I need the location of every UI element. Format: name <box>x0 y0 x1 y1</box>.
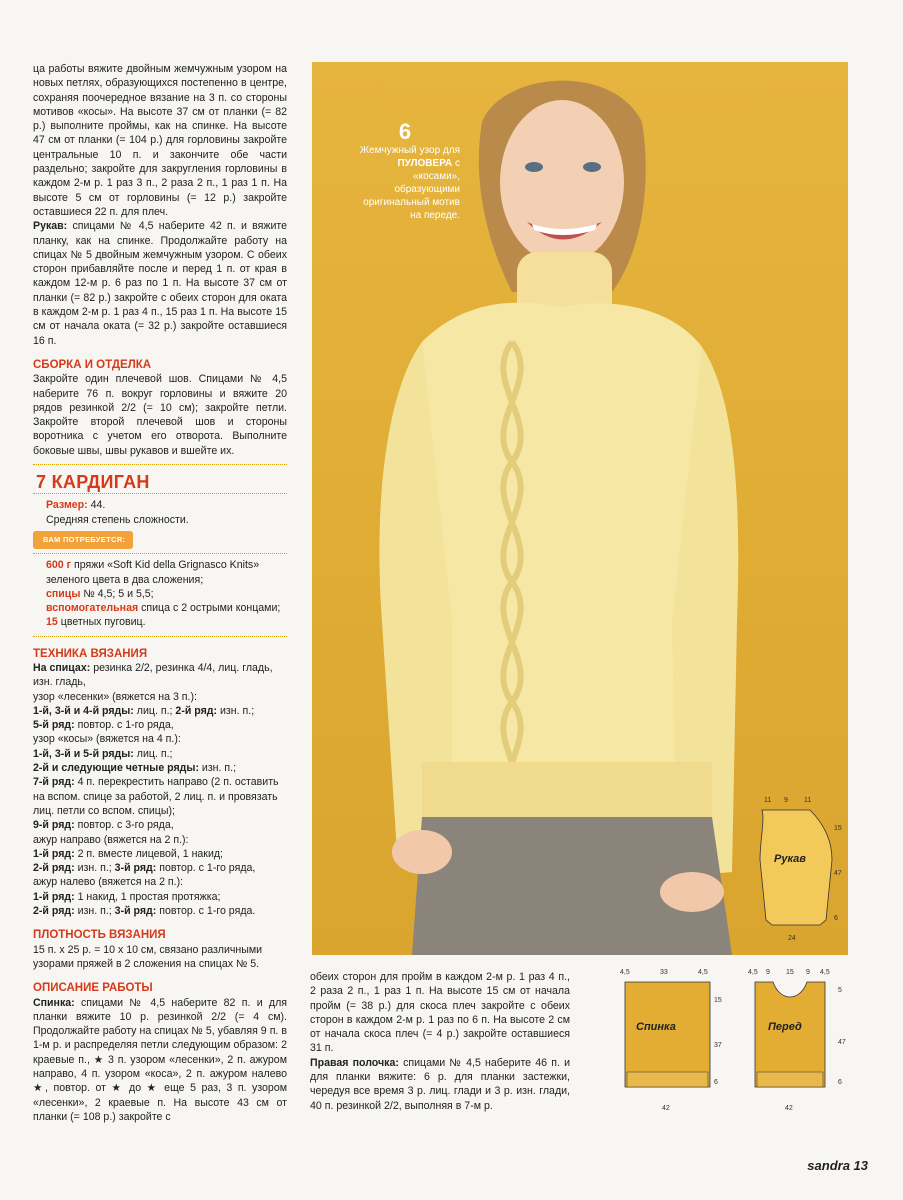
needles-line <box>33 587 287 601</box>
technique-line-text: повтор. с 3-го ряда, <box>74 819 174 832</box>
front-top-5: 4,5 <box>820 969 830 976</box>
technique-line-bold: 1-й, 3-й и 4-й ряды: <box>33 704 134 717</box>
back-side-3: 6 <box>714 1079 718 1086</box>
back-text: спицами № 4,5 наберите 82 п. и для планки вяжите 10 р. резинкой 2/2 (= 4 см). Продолжайте работу на спицах № 5, убавляя 9 п. в 1-м р. и распределяя петли следующим образом: 2 краевые п., ★ 3 п. узором «лесенки», 2 п. ажуром направо, 4 п. узором «коса», 2 п. ажуром налево ★, повтор. от ★ до ★ еще 5 раз, 3 п. узором «лесенки», 2 краевые п. На высоте 43 см от планки (= 108 р.) закройте с <box>33 996 287 1123</box>
technique-line-bold: 5-й ряд: <box>33 719 75 732</box>
front-top-3: 15 <box>786 969 794 976</box>
needles-label: спицы <box>46 587 81 600</box>
technique-line-bold: 1-й, 3-й и 5-й ряды: <box>33 747 134 760</box>
yarn-line <box>33 558 287 587</box>
back-label: Спинка: <box>33 996 75 1009</box>
technique-line-text: изн. п.; <box>198 762 237 775</box>
photo-caption <box>350 119 460 222</box>
front-side-2: 47 <box>838 1039 846 1046</box>
size-value: 44. <box>90 499 106 512</box>
need-badge: ВАМ ПОТРЕБУЕТСЯ: <box>33 531 133 549</box>
technique-line <box>33 704 287 718</box>
technique-line-bold: 2-й и следующие четные ряды: <box>33 762 199 775</box>
aux-line <box>33 601 287 615</box>
buttons-text: цветных пуговиц. <box>60 616 146 629</box>
intro-text: ца работы вяжите двойным жемчужным узором на новых петлях, образующихся постепенно в центре, сохраняя поочередное вязание на 3 п. со стороны мотивов «косы». На высоте 37 см от планки (= 82 р.) выполните проймы, как на спинке. На высоте 47 см от планки (= 104 р.) для горловины закройте центральные 10 п. и закончите обе части раздельно; закройте для закругления горловины в каждом 2-м р. 1 раз 3 п., 2 раза 2 п., 1 раз 1 п. На высоте 5 см от горловины (= 12 р.) закройте оставшиеся 22 п. для плеч. <box>33 63 287 218</box>
technique-list <box>33 661 287 918</box>
left-column <box>33 62 287 1124</box>
sleeve-paragraph <box>33 219 287 348</box>
back-side-2: 37 <box>714 1042 722 1049</box>
difficulty: Средняя степень сложности. <box>46 513 189 526</box>
back-top-1: 4,5 <box>620 969 630 976</box>
size-label: Размер: <box>46 499 88 512</box>
front-top-4: 9 <box>806 969 810 976</box>
technique-line <box>33 833 287 847</box>
technique-line-bold: 1-й ряд: <box>33 890 75 903</box>
back-side-1: 15 <box>714 997 722 1004</box>
technique-line-bold: 9-й ряд: <box>33 819 75 832</box>
technique-line-bold: 1-й ряд: <box>33 847 75 860</box>
technique-line <box>33 904 287 918</box>
technique-line-text: узор «лесенки» (вяжется на 3 п.): <box>33 690 197 703</box>
technique-line-text: изн. п.; <box>74 862 115 875</box>
divider <box>33 464 287 465</box>
technique-line-bold-2: 2-й ряд: <box>175 704 218 717</box>
front-side-1: 5 <box>838 987 842 994</box>
divider <box>33 553 287 554</box>
technique-line-text: ажур направо (вяжется на 2 п.): <box>33 833 189 846</box>
technique-line-bold-2: 3-й ряд: <box>114 862 157 875</box>
caption-text-before: Жемчужный узор для <box>359 145 460 156</box>
sleeve-side-2: 47 <box>834 870 842 877</box>
technique-line <box>33 718 287 732</box>
technique-line-text-2: повтор. с 1-го ряда. <box>156 905 256 918</box>
technique-line-text: лиц. п.; <box>133 747 173 760</box>
assembly-heading: СБОРКА И ОТДЕЛКА <box>33 358 152 371</box>
caption-number: 6 <box>398 119 412 144</box>
front-paragraph <box>310 1056 570 1113</box>
needles-text: № 4,5; 5 и 5,5; <box>83 587 154 600</box>
right-text: обеих сторон для пройм в каждом 2-м р. 1 раз 4 п., 2 раза 2 п., 1 раз 1 п. На высоте 15 см от начала пройм (= 38 р.) для скоса плеч закройте с обеих сторон в каждом 2-м р. 1 раз по 6 п. На высоте 2 см от начала скоса плеч (= 4 р.) закройте оставшиеся 31 п. <box>310 971 570 1055</box>
technique-line-text: 2 п. вместе лицевой, 1 накид; <box>74 847 223 860</box>
front-top-2: 9 <box>766 969 770 976</box>
sleeve-top-2: 9 <box>784 797 788 804</box>
page-number: sandra 13 <box>807 1158 868 1173</box>
technique-line <box>33 661 287 690</box>
divider <box>33 493 287 494</box>
technique-line-text-2: повтор. с 1-го ряда, <box>156 862 256 875</box>
technique-line-text: повтор. с 1-го ряда, <box>74 719 174 732</box>
back-label: Спинка <box>636 1021 676 1033</box>
back-bottom: 42 <box>662 1105 670 1112</box>
sleeve-top-3: 11 <box>804 797 812 804</box>
technique-line-text: изн. п.; <box>74 905 115 918</box>
back-diagram <box>610 962 730 1117</box>
technique-line <box>33 690 287 704</box>
technique-heading: ТЕХНИКА ВЯЗАНИЯ <box>33 647 148 660</box>
sleeve-bottom: 24 <box>788 935 796 942</box>
technique-line-text: узор «косы» (вяжется на 4 п.): <box>33 733 181 746</box>
technique-line-bold: 2-й ряд: <box>33 905 75 918</box>
cardigan-title: 7 КАРДИГАН <box>36 472 150 493</box>
right-column <box>310 970 570 1113</box>
technique-line <box>33 818 287 832</box>
technique-line <box>33 847 287 861</box>
size-line <box>33 498 287 512</box>
yarn-text: пряжи «Soft Kid della Grignasco Knits» зеленого цвета в два сложения; <box>46 559 260 586</box>
back-paragraph <box>33 996 287 1125</box>
technique-line-bold: 2-й ряд: <box>33 862 75 875</box>
technique-line-bold-2: 3-й ряд: <box>114 905 157 918</box>
sleeve-text: спицами № 4,5 наберите 42 п. и вяжите планку, как на спинке. Продолжайте работу на спицах № 5 двойным жемчужным узором. С обеих сторон прибавляйте после и перед 1 п. от края в каждом 12-м р. 6 раз по 1 п. На высоте 37 см от планки (= 82 р.) закройте с обеих сторон для оката в каждом 2-м р. 1 раз 4 п., 15 раз 1 п. На высоте 15 см от начала оката (= 32 р.) закройте оставшиеся 16 п. <box>33 220 288 347</box>
technique-line-bold: На спицах: <box>33 661 91 674</box>
sleeve-label: Рукав <box>774 853 806 865</box>
front-label: Перед <box>768 1021 802 1033</box>
description-heading: ОПИСАНИЕ РАБОТЫ <box>33 982 153 995</box>
back-top-3: 4,5 <box>698 969 708 976</box>
caption-text-after: с «косами», образующими оригинальный мотив на переде. <box>363 158 460 221</box>
technique-line-text: резинка 2/2, резинка 4/4, лиц. гладь, изн. гладь, <box>33 661 273 689</box>
technique-line <box>33 875 287 889</box>
front-top-1: 4,5 <box>748 969 758 976</box>
front-diagram <box>740 962 860 1117</box>
technique-line <box>33 890 287 904</box>
front-bottom: 42 <box>785 1105 793 1112</box>
divider <box>33 636 287 637</box>
sleeve-label: Рукав: <box>33 220 68 233</box>
sleeve-top-1: 11 <box>764 797 772 804</box>
back-top-2: 33 <box>660 969 668 976</box>
caption-text-bold: ПУЛОВЕРА <box>397 158 453 169</box>
buttons-amount: 15 <box>46 616 58 629</box>
buttons-line <box>33 615 287 629</box>
technique-line <box>33 732 287 746</box>
technique-line <box>33 747 287 761</box>
technique-line <box>33 775 287 818</box>
technique-line-text: лиц. п.; <box>133 704 176 717</box>
technique-line <box>33 761 287 775</box>
sleeve-side-1: 15 <box>834 825 842 832</box>
technique-line-bold: 7-й ряд: <box>33 776 75 789</box>
yarn-amount: 600 г <box>46 559 72 572</box>
technique-line-text: 1 накид, 1 простая протяжка; <box>74 890 221 903</box>
front-label: Правая полочка: <box>310 1056 399 1069</box>
technique-line <box>33 861 287 875</box>
aux-text: спица с 2 острыми концами; <box>141 602 281 615</box>
density-text: 15 п. х 25 р. = 10 х 10 см, связано различными узорами пряжей в 2 сложения на спицах № 5. <box>33 943 263 970</box>
aux-label: вспомогательная <box>46 602 139 615</box>
front-side-3: 6 <box>838 1079 842 1086</box>
technique-line-text-2: изн. п.; <box>217 704 255 717</box>
density-heading: ПЛОТНОСТЬ ВЯЗАНИЯ <box>33 929 166 942</box>
technique-line-text: 4 п. перекрестить направо (2 п. оставить на вспом. спице за работой, 2 лиц. п. и провязать лиц. петли со вспом. спицы); <box>33 776 279 817</box>
sleeve-diagram <box>740 790 850 950</box>
sleeve-side-3: 6 <box>834 915 838 922</box>
assembly-text: Закройте один плечевой шов. Спицами № 4,5 наберите 76 п. вокруг горловины и вяжите 20 рядов резинкой 2/2 (= 10 см); закройте петли. Закройте второй плечевой шов и стороны воротника с учетом его отворота. Выполните боковые швы, швы рукавов и вшейте их. <box>33 373 287 457</box>
front-text: спицами № 4,5 наберите 46 п. и для планки вяжите: 6 р. для планки застежки, чередуя все время 3 р. лиц. глади и 3 р. изн. глади, 40 п. резинкой 2/2, выполняя в 7-м р. <box>310 1056 570 1112</box>
technique-line-text: ажур налево (вяжется на 2 п.): <box>33 876 184 889</box>
